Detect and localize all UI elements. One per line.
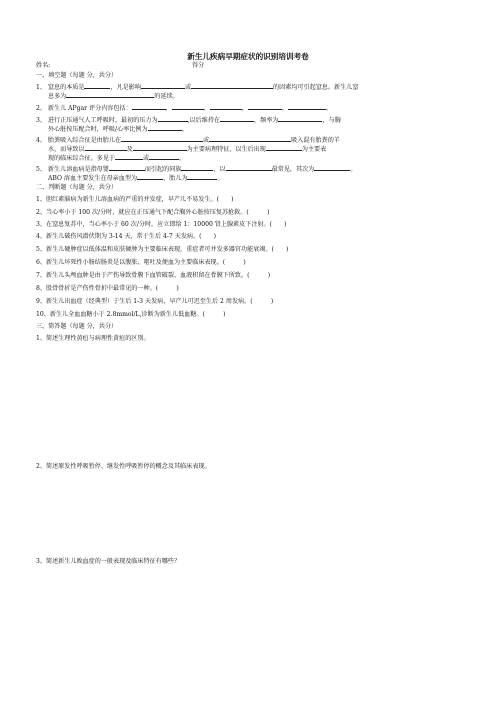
answer-blank[interactable]	[148, 124, 182, 131]
answer-blank[interactable]	[248, 103, 282, 110]
judge-item: 8、股骨骨折是产伤性骨折中最常见的一种。( )	[36, 285, 179, 292]
fill-q4-line2: 水，而导致以 及 为主要病理特征，以生后出现 为主要表	[48, 146, 327, 153]
fill-q4-line3: 现的临床综合征。多见于 或 。	[48, 155, 186, 162]
answer-blank[interactable]	[115, 153, 143, 160]
fill-q1-line1: 1、 窒息的本质是 ，凡是影响 或 的因素均可引起窒息。新生儿窒	[36, 84, 359, 91]
short-question: 3、简述新生儿败血症的一般表现及临床特征有哪些？	[36, 558, 181, 565]
answer-blank[interactable]	[191, 82, 273, 89]
answer-blank[interactable]	[172, 103, 204, 110]
answer-blank[interactable]	[85, 144, 127, 151]
fill-q2: 2、 新生儿 APgar 评分内容包括： ， ， ， ， 。	[36, 105, 333, 112]
answer-blank[interactable]	[210, 103, 242, 110]
answer-blank[interactable]	[314, 164, 350, 171]
answer-blank[interactable]	[278, 115, 322, 122]
judge-item: 3、在窒息复苏中，当心率小于 60 次/分时，应立即给 1：10000 肾上腺素皮下注射。( )	[36, 221, 287, 228]
section-fill-heading: 一、填空题（每题 分，共分）	[36, 72, 118, 79]
answer-blank[interactable]	[132, 103, 166, 110]
answer-blank[interactable]	[141, 82, 185, 89]
fill-q5-line1: 5、 新生儿溶血病是指母婴 而引起的同族 ，以 最常见，其次为 。	[36, 166, 357, 173]
answer-blank[interactable]	[220, 115, 254, 122]
judge-item: 10、新生儿全血血糖小于 2.8mmol/L,诊断为新生儿低血糖。( )	[36, 311, 226, 318]
judge-item: 5、新生儿硬肿症以低体温和皮肤硬肿为主要临床表现，重症者可并发多器官功能衰竭。( )	[36, 246, 289, 253]
name-label: 姓名:	[36, 62, 51, 69]
answer-blank[interactable]	[109, 164, 145, 171]
answer-blank[interactable]	[266, 144, 302, 151]
answer-blank[interactable]	[84, 82, 110, 89]
judge-item: 7、新生儿头颅血肿是由于产伤导致骨膜下血管破裂、血液积留在骨膜下所致。( )	[36, 272, 271, 279]
judge-item: 1、胆红素脑病为新生儿溶血病的严重的并发症，早产儿不易发生。( )	[36, 196, 234, 203]
fill-q1-line2: 息多为 的延续。	[48, 93, 179, 100]
answer-blank[interactable]	[288, 103, 326, 110]
short-question: 1、简述生理性黄疸与病理性黄疸的区别。	[36, 335, 150, 342]
section-judge-heading: 二、判断题（每题 分，共分）	[36, 184, 118, 191]
exam-title: 新生儿疾病早期症状的识别培训考卷	[187, 52, 309, 61]
answer-blank[interactable]	[187, 173, 217, 180]
answer-blank[interactable]	[209, 135, 291, 142]
section-short-heading: 三、简答题（每题 分，共分）	[36, 323, 118, 330]
judge-item: 2、当心率小于 100 次/分时，就应在正压通气下配合胸外心脏按压复苏抢救。( )	[36, 209, 270, 216]
answer-blank[interactable]	[181, 164, 213, 171]
score-label: 得分	[192, 62, 205, 69]
judge-item: 4、新生儿破伤风潜伏期为 3-14 天，常于生后 4-7 天发病。( )	[36, 233, 217, 240]
header-row	[36, 62, 466, 70]
answer-blank[interactable]	[137, 173, 163, 180]
answer-blank[interactable]	[133, 144, 187, 151]
fill-q5-line2: ABO 溶血主要发生在母亲血型为 ，胎儿为 。	[48, 175, 224, 182]
fill-q4-line1: 4、 胎粪吸入综合征是由胎儿在 或 吸入混有胎粪的羊	[36, 137, 340, 144]
answer-blank[interactable]	[121, 135, 203, 142]
fill-q3-line2: 外心脏按压配合时，呼吸/心率比例为 。	[48, 126, 188, 133]
judge-item: 6、新生儿坏死性小肠结肠炎是以腹胀、呕吐及便血为主要临床表现。( )	[36, 259, 246, 266]
fill-q3-line1: 3、 进行正压通气人工呼吸时，最初的压力为 ,以后维持在 ，频率为 ，与胸	[36, 117, 341, 124]
answer-blank[interactable]	[66, 91, 154, 98]
short-question: 2、简述原发性呼吸暂停、继发性呼吸暂停的概念及其临床表现。	[36, 463, 211, 470]
judge-item: 9、新生儿出血症（经典型）于生后 1-3 天发病，早产儿可迟至生后 2 周发病。( )	[36, 298, 274, 305]
answer-blank[interactable]	[226, 164, 272, 171]
answer-blank[interactable]	[158, 115, 188, 122]
answer-blank[interactable]	[149, 153, 179, 160]
